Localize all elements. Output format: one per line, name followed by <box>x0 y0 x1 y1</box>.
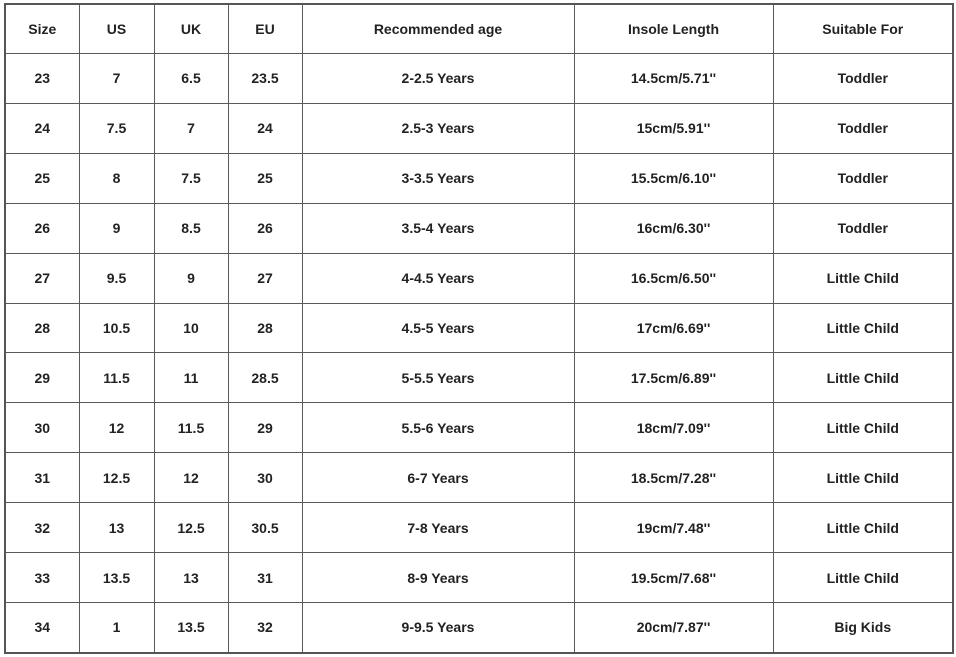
cell-eu: 30.5 <box>228 503 302 553</box>
cell-size: 25 <box>5 153 79 203</box>
cell-us: 12.5 <box>79 453 154 503</box>
cell-suitable-for: Little Child <box>773 553 953 603</box>
cell-uk: 13 <box>154 553 228 603</box>
cell-suitable-for: Little Child <box>773 403 953 453</box>
cell-uk: 12 <box>154 453 228 503</box>
cell-us: 13 <box>79 503 154 553</box>
cell-recommended-age: 4.5-5 Years <box>302 303 574 353</box>
cell-recommended-age: 6-7 Years <box>302 453 574 503</box>
cell-insole-length: 16.5cm/6.50'' <box>574 253 773 303</box>
cell-uk: 12.5 <box>154 503 228 553</box>
cell-suitable-for: Little Child <box>773 353 953 403</box>
table-row <box>5 602 953 653</box>
cell-uk: 8.5 <box>154 203 228 253</box>
cell-suitable-for: Little Child <box>773 253 953 303</box>
cell-eu: 26 <box>228 203 302 253</box>
cell-insole-length: 17cm/6.69'' <box>574 303 773 353</box>
cell-eu: 28.5 <box>228 353 302 403</box>
cell-recommended-age: 9-9.5 Years <box>302 602 574 653</box>
cell-recommended-age: 4-4.5 Years <box>302 253 574 303</box>
cell-uk: 10 <box>154 303 228 353</box>
cell-us: 11.5 <box>79 353 154 403</box>
cell-recommended-age: 5-5.5 Years <box>302 353 574 403</box>
cell-size: 34 <box>5 602 79 653</box>
cell-us: 9 <box>79 203 154 253</box>
cell-size: 28 <box>5 303 79 353</box>
cell-suitable-for: Big Kids <box>773 602 953 653</box>
cell-uk: 11 <box>154 353 228 403</box>
cell-size: 23 <box>5 54 79 104</box>
cell-us: 12 <box>79 403 154 453</box>
cell-insole-length: 18cm/7.09'' <box>574 403 773 453</box>
cell-us: 1 <box>79 602 154 653</box>
cell-eu: 27 <box>228 253 302 303</box>
cell-uk: 7 <box>154 103 228 153</box>
column-header-size: Size <box>5 4 79 54</box>
cell-insole-length: 16cm/6.30'' <box>574 203 773 253</box>
cell-suitable-for: Little Child <box>773 453 953 503</box>
cell-eu: 29 <box>228 403 302 453</box>
table-row <box>5 303 953 353</box>
column-header-uk: UK <box>154 4 228 54</box>
cell-insole-length: 15cm/5.91'' <box>574 103 773 153</box>
cell-size: 29 <box>5 353 79 403</box>
table-row <box>5 153 953 203</box>
cell-recommended-age: 7-8 Years <box>302 503 574 553</box>
cell-insole-length: 18.5cm/7.28'' <box>574 453 773 503</box>
size-chart-table <box>4 3 954 654</box>
cell-eu: 31 <box>228 553 302 603</box>
column-header-recommended-age: Recommended age <box>302 4 574 54</box>
table-body <box>5 54 953 654</box>
cell-insole-length: 14.5cm/5.71'' <box>574 54 773 104</box>
cell-recommended-age: 2.5-3 Years <box>302 103 574 153</box>
cell-size: 33 <box>5 553 79 603</box>
cell-uk: 13.5 <box>154 602 228 653</box>
table-row <box>5 553 953 603</box>
cell-suitable-for: Little Child <box>773 503 953 553</box>
table-row <box>5 253 953 303</box>
column-header-eu: EU <box>228 4 302 54</box>
cell-eu: 30 <box>228 453 302 503</box>
table-row <box>5 203 953 253</box>
cell-eu: 24 <box>228 103 302 153</box>
cell-size: 26 <box>5 203 79 253</box>
column-header-insole-length: Insole Length <box>574 4 773 54</box>
cell-us: 9.5 <box>79 253 154 303</box>
cell-recommended-age: 3.5-4 Years <box>302 203 574 253</box>
table-header-row <box>5 4 953 54</box>
table-row <box>5 54 953 104</box>
table-row <box>5 503 953 553</box>
table-row <box>5 403 953 453</box>
cell-insole-length: 20cm/7.87'' <box>574 602 773 653</box>
cell-eu: 23.5 <box>228 54 302 104</box>
table-row <box>5 353 953 403</box>
cell-suitable-for: Toddler <box>773 203 953 253</box>
cell-suitable-for: Little Child <box>773 303 953 353</box>
cell-eu: 25 <box>228 153 302 203</box>
cell-uk: 7.5 <box>154 153 228 203</box>
cell-insole-length: 17.5cm/6.89'' <box>574 353 773 403</box>
cell-insole-length: 15.5cm/6.10'' <box>574 153 773 203</box>
cell-uk: 6.5 <box>154 54 228 104</box>
cell-size: 27 <box>5 253 79 303</box>
cell-suitable-for: Toddler <box>773 153 953 203</box>
cell-recommended-age: 8-9 Years <box>302 553 574 603</box>
cell-size: 30 <box>5 403 79 453</box>
cell-recommended-age: 3-3.5 Years <box>302 153 574 203</box>
cell-insole-length: 19.5cm/7.68'' <box>574 553 773 603</box>
cell-us: 7 <box>79 54 154 104</box>
cell-size: 31 <box>5 453 79 503</box>
cell-uk: 11.5 <box>154 403 228 453</box>
table-row <box>5 103 953 153</box>
cell-recommended-age: 2-2.5 Years <box>302 54 574 104</box>
cell-uk: 9 <box>154 253 228 303</box>
cell-insole-length: 19cm/7.48'' <box>574 503 773 553</box>
cell-recommended-age: 5.5-6 Years <box>302 403 574 453</box>
cell-suitable-for: Toddler <box>773 54 953 104</box>
column-header-us: US <box>79 4 154 54</box>
cell-size: 24 <box>5 103 79 153</box>
cell-us: 13.5 <box>79 553 154 603</box>
cell-eu: 32 <box>228 602 302 653</box>
cell-eu: 28 <box>228 303 302 353</box>
cell-us: 7.5 <box>79 103 154 153</box>
column-header-suitable-for: Suitable For <box>773 4 953 54</box>
cell-suitable-for: Toddler <box>773 103 953 153</box>
cell-us: 8 <box>79 153 154 203</box>
cell-size: 32 <box>5 503 79 553</box>
cell-us: 10.5 <box>79 303 154 353</box>
table-row <box>5 453 953 503</box>
